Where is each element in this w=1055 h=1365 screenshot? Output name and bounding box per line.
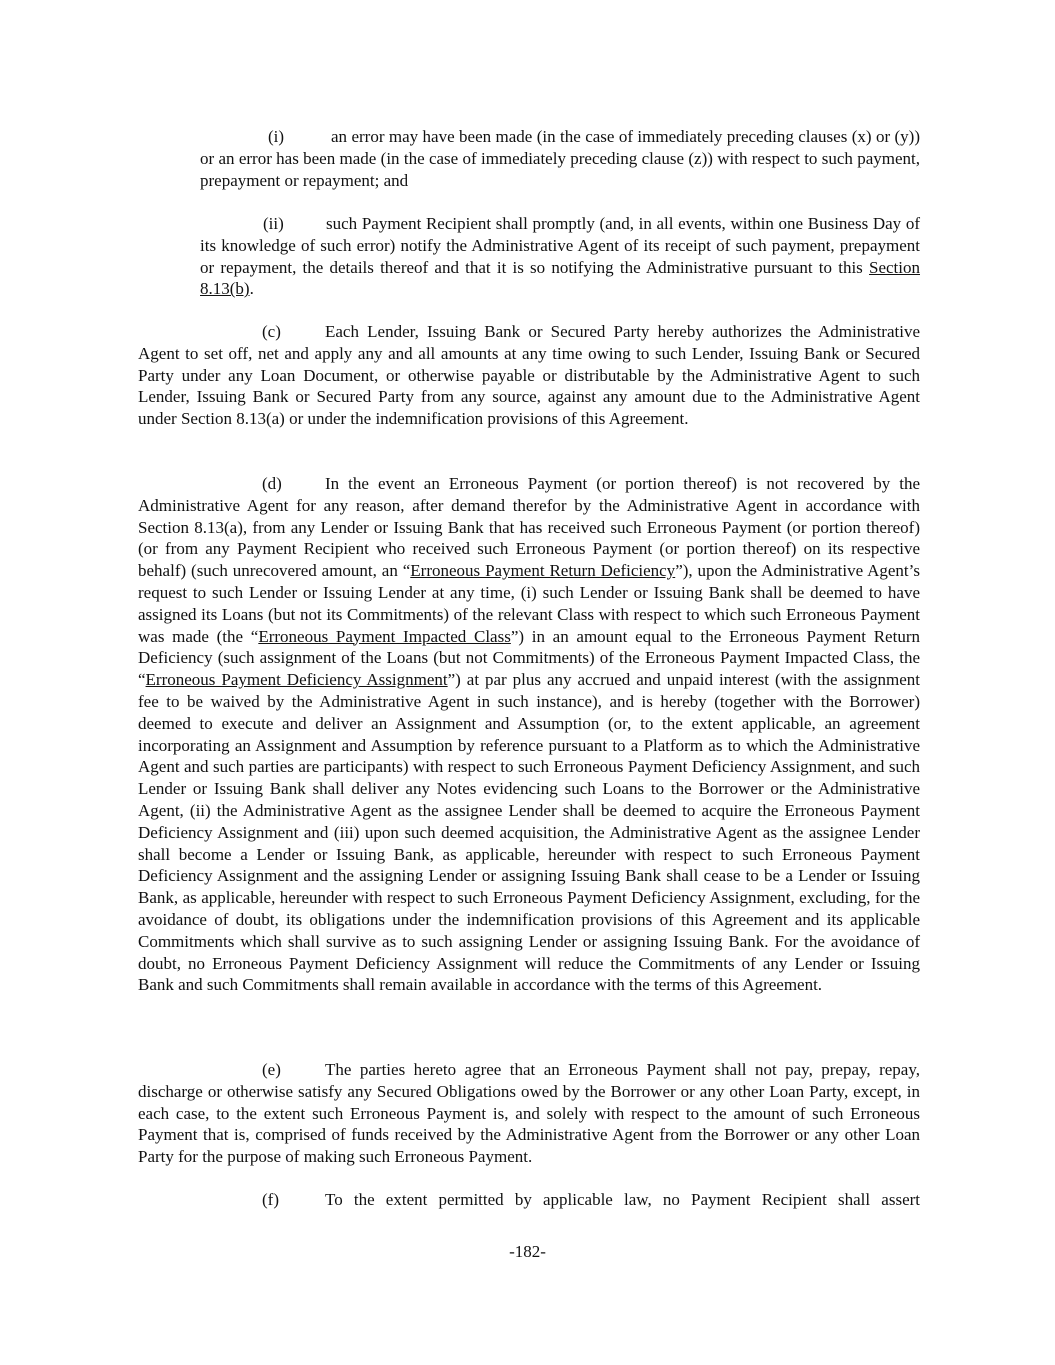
- clause-ii-text: such Payment Recipient shall promptly (and, in all events, within one Business Day of its knowledge of such error) notify the Administrative Agent of its receipt of such payment, prepayment or repayment, the details thereof and that it is so notifying the Administrative pursuant to this: [200, 214, 920, 277]
- clause-d-text-1: In the event an Erroneous Payment (or portion thereof) is not recovered by the Administrative Agent for any reason, after demand therefor by the Administrative Agent in accordance with Section 8.13(a), from any Lender or Issuing Bank that has received such Erroneous Payment (or portion thereof) (or from any Payment Recipient who received such Erroneous Payment (or portion thereof) on its respective behalf) (such unrecovered amount, an “: [138, 474, 920, 581]
- clause-e-text: The parties hereto agree that an Erroneous Payment shall not pay, prepay, repay, discharge or otherwise satisfy any Secured Obligations owed by the Borrower or any other Loan Party, except, in each case, to the extent such Erroneous Payment is, and solely with respect to the amount of such Erroneous Payment that is, comprised of funds received by the Administrative Agent from the Borrower or any other Loan Party for the purpose of making such Erroneous Payment.: [138, 1060, 920, 1167]
- clause-i-label: (i): [268, 127, 285, 146]
- clause-i-text: an error may have been made (in the case of immediately preceding clauses (x) or (y)) or an error has been made (in the case of immediately preceding clause (z)) with respect to such payment, prepayment or repayment; and: [200, 127, 920, 190]
- clause-f-paragraph: [138, 1189, 920, 1211]
- clause-d-label: (d): [262, 474, 282, 493]
- defined-term-impacted-class: Erroneous Payment Impacted Class: [258, 626, 511, 646]
- clause-d-paragraph: [138, 473, 920, 996]
- defined-term-deficiency-assignment: Erroneous Payment Deficiency Assignment: [145, 670, 448, 690]
- clause-ii-paragraph: [200, 213, 920, 300]
- defined-term-return-deficiency: Erroneous Payment Return Deficiency: [410, 561, 676, 581]
- clause-c-paragraph: [138, 321, 920, 430]
- clause-d-text-2: ”), upon the Administrative Agent’s request to such Lender or Issuing Lender at any time, (i) such Lender or Issuing Bank shall be deemed to have assigned its Loans (but not its Commitments) of the relevant Class with respect to which such Erroneous Payment was made (the “: [138, 561, 920, 646]
- clause-ii-text-end: .: [249, 279, 254, 299]
- clause-i-paragraph: [200, 126, 920, 191]
- clause-e-label: (e): [262, 1060, 281, 1079]
- clause-d-text-3: ”) in an amount equal to the Erroneous Payment Return Deficiency (such assignment of the Loans (but not Commitments) of the Erroneous Payment Impacted Class, the “: [138, 626, 920, 690]
- clause-c-text: Each Lender, Issuing Bank or Secured Party hereby authorizes the Administrative Agent to set off, net and apply any and all amounts at any time owing to such Lender, Issuing Bank or Secured Party under any Loan Document, or otherwise payable or distributable by the Administrative Agent to such Lender, Issuing Bank or Secured Party from any source, against any amount due to the Administrative Agent under Section 8.13(a) or under the indemnification provisions of this Agreement.: [138, 322, 920, 429]
- clause-d-text-4: ”) at par plus any accrued and unpaid interest (with the assignment fee to be waived by the Administrative Agent in such instance), and is hereby (together with the Borrower) deemed to execute and deliver an Assignment and Assumption (or, to the extent applicable, an agreement incorporating an Assignment and Assumption by reference pursuant to a Platform as to which the Administrative Agent and such parties are participants) with respect to such Erroneous Payment Deficiency Assignment, and such Lender or Issuing Bank shall deliver any Notes evidencing such Loans to the Borrower or the Administrative Agent, (ii) the Administrative Agent as the assignee Lender shall be deemed to acquire the Erroneous Payment Deficiency Assignment and (iii) upon such deemed acquisition, the Administrative Agent as the assignee Lender shall become a Lender or Issuing Bank, as applicable, hereunder with respect to such Erroneous Payment Deficiency Assignment and the assigning Lender or assigning Issuing Bank shall cease to be a Lender or Issuing Bank, as applicable, hereunder with respect to such Erroneous Payment Deficiency Assignment, excluding, for the avoidance of doubt, its obligations under the indemnification provisions of this Agreement and its applicable Commitments which shall survive as to such assigning Lender or assigning Issuing Bank. For the avoidance of doubt, no Erroneous Payment Deficiency Assignment will reduce the Commitments of any Lender or Issuing Bank and such Commitments shall remain available in accordance with the terms of this Agreement.: [138, 670, 921, 995]
- clause-f-text: To the extent permitted by applicable law, no Payment Recipient shall assert: [325, 1190, 920, 1209]
- page-number: -182-: [509, 1242, 546, 1261]
- section-8-13-b-reference: Section 8.13(b): [200, 257, 920, 299]
- clause-e-paragraph: [138, 1059, 920, 1168]
- clause-ii-label: (ii): [263, 214, 284, 233]
- clause-c-label: (c): [262, 322, 281, 341]
- clause-f-label: (f): [262, 1190, 279, 1209]
